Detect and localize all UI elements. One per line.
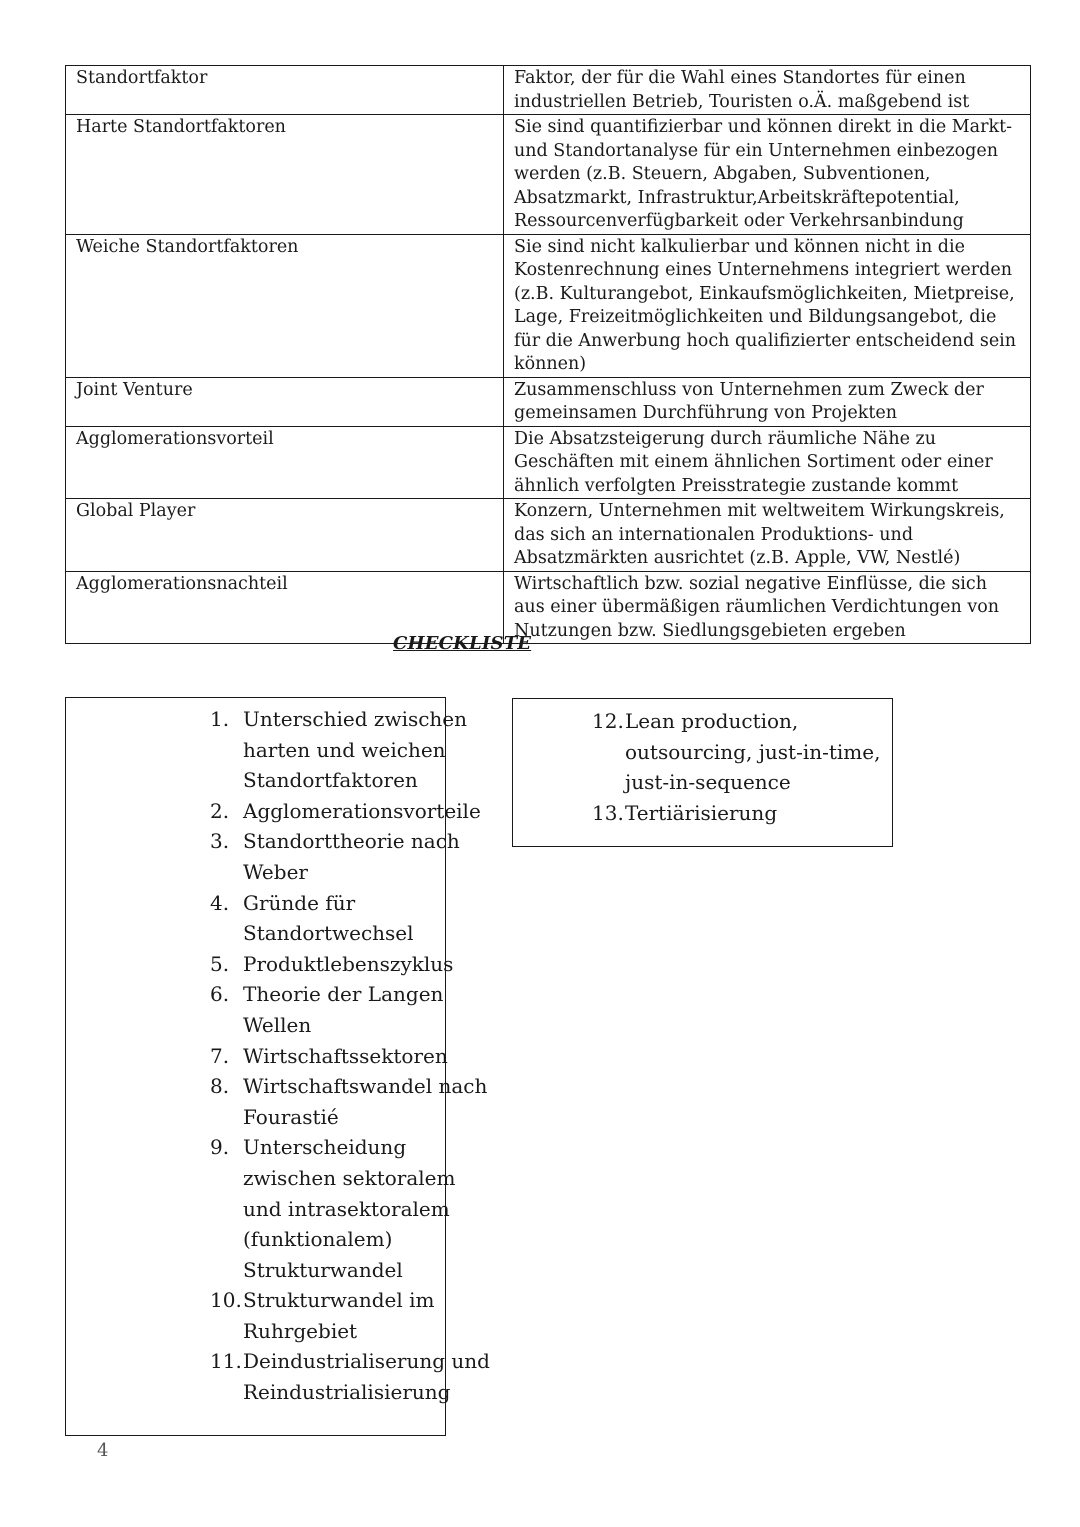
list-item	[210, 704, 500, 796]
list-item	[210, 1285, 500, 1346]
glossary-table	[65, 65, 1031, 644]
list-item	[210, 796, 500, 827]
glossary-term: Standortfaktor	[66, 66, 504, 115]
item-text: Gründe für Standortwechsel	[243, 890, 414, 946]
item-number: 10.	[210, 1288, 242, 1313]
item-number: 11.	[210, 1349, 242, 1374]
item-text: Standorttheorie nach Weber	[243, 829, 460, 884]
item-text: Theorie der Langen Wellen	[243, 982, 444, 1037]
item-text: Wirtschaftssektoren	[243, 1043, 448, 1068]
table-row	[66, 571, 1031, 644]
item-number: 12.	[592, 709, 624, 733]
table-row	[66, 115, 1031, 235]
glossary-term: Weiche Standortfaktoren	[66, 234, 504, 377]
glossary-definition: Die Absatzsteigerung durch räumliche Nähe zu Geschäften mit einem ähnlichen Sortiment oder einer ähnlich verfolgten Preisstrategie zustande kommt	[504, 426, 1031, 499]
item-number: 2.	[210, 798, 230, 823]
checklist-heading: CHECKLISTE	[393, 633, 532, 654]
table-row	[66, 377, 1031, 426]
item-text: Strukturwandel im Ruhrgebiet	[243, 1288, 435, 1343]
item-text: Deindustrialiserung und Reindustrialisierung	[243, 1349, 490, 1405]
glossary-definition: Zusammenschluss von Unternehmen zum Zweck der gemeinsamen Durchführung von Projekten	[504, 377, 1031, 426]
item-text: Wirtschaftswandel nach Fourastié	[243, 1074, 488, 1129]
item-number: 13.	[592, 800, 624, 825]
item-number: 6.	[210, 982, 230, 1007]
item-number: 1.	[210, 707, 230, 731]
table-row	[66, 499, 1031, 572]
glossary-term: Agglomerationsnachteil	[66, 571, 504, 644]
glossary-definition: Konzern, Unternehmen mit weltweitem Wirkungskreis, das sich an internationalen Produktions- und Absatzmärkten ausrichtet (z.B. Apple, VW, Nestlé)	[504, 499, 1031, 572]
table-row	[66, 426, 1031, 499]
list-item	[210, 1071, 500, 1132]
glossary-definition: Sie sind quantifizierbar und können direkt in die Markt- und Standortanalyse für ein Unternehmen einbezogen werden (z.B. Steuern, Abgaben, Subventionen, Absatzmarkt, Infrastruktur,Arbeitskräftepotential, Ressourcenverfügbarkeit oder Verkehrsanbindung	[504, 115, 1031, 235]
list-item	[210, 1132, 500, 1285]
item-number: 4.	[210, 890, 230, 915]
list-item	[210, 888, 500, 949]
list-item	[210, 979, 500, 1040]
list-item	[592, 706, 882, 798]
item-text: Produktlebenszyklus	[243, 951, 454, 976]
item-number: 3.	[210, 829, 230, 854]
glossary-term: Agglomerationsvorteil	[66, 426, 504, 499]
checklist-box-right	[512, 698, 893, 847]
glossary-definition: Faktor, der für die Wahl eines Standortes für einen industriellen Betrieb, Touristen o.Ä. maßgebend ist	[504, 66, 1031, 115]
item-number: 7.	[210, 1043, 230, 1068]
glossary-term: Global Player	[66, 499, 504, 572]
list-item	[210, 1041, 500, 1072]
list-item	[210, 949, 500, 980]
page-number: 4	[97, 1440, 109, 1461]
checklist-box-left	[65, 697, 490, 1436]
table-row	[66, 66, 1031, 115]
item-number: 5.	[210, 951, 230, 976]
item-text: Agglomerationsvorteile	[243, 798, 481, 823]
item-text: Lean production, outsourcing, just-in-time, just-in-sequence	[625, 709, 881, 795]
list-item	[210, 1346, 500, 1407]
glossary-definition: Sie sind nicht kalkulierbar und können nicht in die Kostenrechnung eines Unternehmens integriert werden (z.B. Kulturangebot, Einkaufsmöglichkeiten, Mietpreise, Lage, Freizeitmöglichkeiten und Bildungsangebot, die für die Anwerbung hoch qualifizierter entscheidend sein können)	[504, 234, 1031, 377]
table-row	[66, 234, 1031, 377]
glossary-term: Joint Venture	[66, 377, 504, 426]
item-text: Unterschied zwischen harten und weichen Standortfaktoren	[243, 707, 468, 793]
item-text: Unterscheidung zwischen sektoralem und intrasektoralem (funktionalem) Strukturwandel	[243, 1135, 456, 1282]
item-number: 8.	[210, 1074, 230, 1099]
list-item	[592, 798, 882, 829]
glossary-term: Harte Standortfaktoren	[66, 115, 504, 235]
checklist-left	[210, 704, 500, 1408]
item-text: Tertiärisierung	[625, 800, 778, 825]
item-number: 9.	[210, 1135, 230, 1160]
list-item	[210, 826, 500, 887]
glossary-definition: Wirtschaftlich bzw. sozial negative Einflüsse, die sich aus einer übermäßigen räumlichen Verdichtungen von Nutzungen bzw. Siedlungsgebieten ergeben	[504, 571, 1031, 644]
checklist-right	[592, 706, 882, 828]
